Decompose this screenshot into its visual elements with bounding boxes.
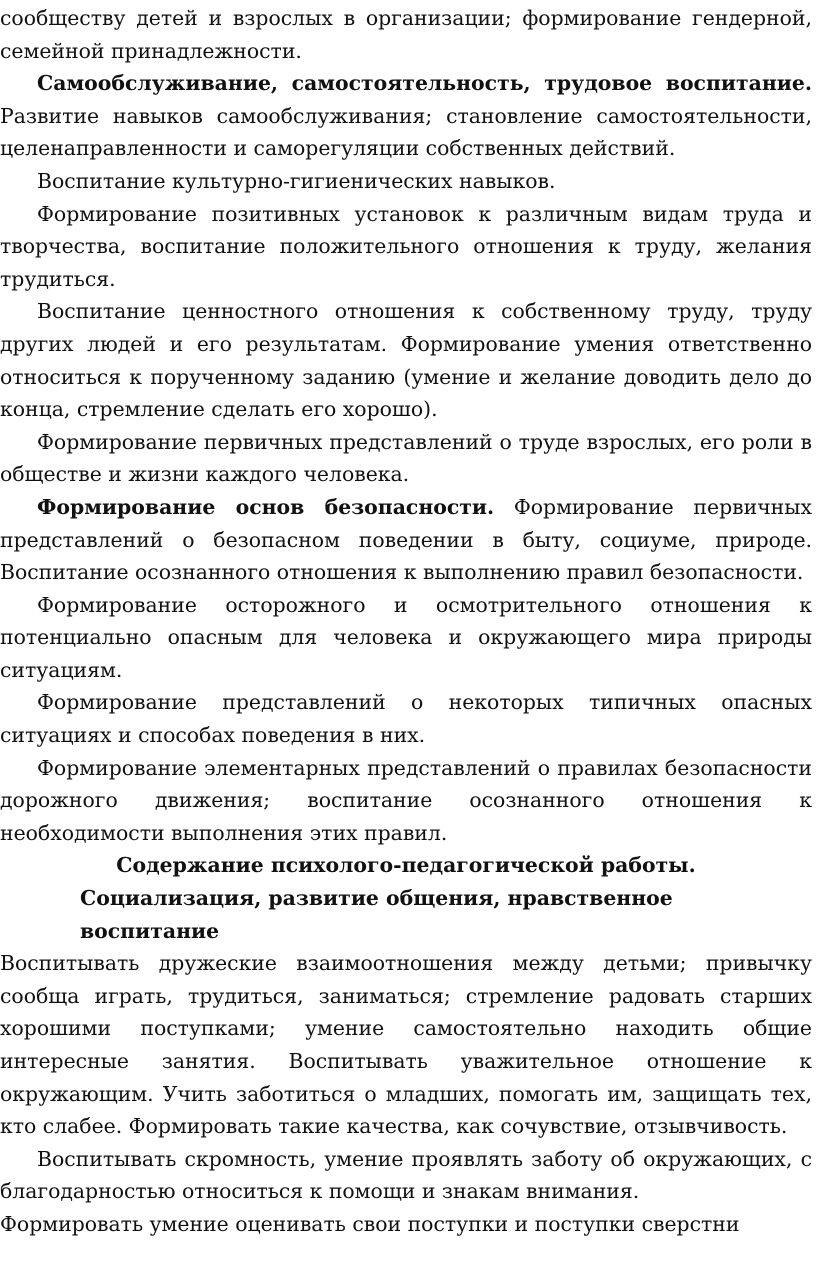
paragraph-gender: сообществу детей и взрослых в организации; формирование гендерной, семейной принадлежности. — [0, 6, 812, 63]
section-title-self-service: Самообслуживание, самостоятельность, трудовое воспитание. — [37, 71, 812, 96]
paragraph-safety — [0, 491, 812, 589]
paragraph-adult-labor: Формирование первичных представлений о труде взрослых, его роли в обществе и жизни каждого человека. — [0, 429, 812, 487]
paragraph-labor-value: Воспитание ценностного отношения к собственному труду, труду других людей и его результатам. Формирование умения ответственно относиться к порученному заданию (умение и желание доводить дело до конца, стремление сделать его хорошо). — [0, 299, 812, 422]
paragraph-modesty: Воспитывать скромность, умение проявлять заботу об окружающих, с благодарностью относиться к помощи и знакам внимания. — [0, 1146, 812, 1204]
section-title-safety: Формирование основ безопасности. — [37, 494, 495, 519]
paragraph-dangerous-situations: Формирование представлений о некоторых типичных опасных ситуациях и способах поведения в них. — [0, 690, 812, 748]
paragraph-self-service-text: Развитие навыков самообслуживания; становление самостоятельности, целенаправленности и саморегуляции собственных действий. — [0, 103, 812, 161]
heading-psych-ped-work: Содержание психолого-педагогической работы. — [116, 853, 696, 878]
paragraph-self-service — [0, 67, 812, 165]
paragraph-labor-attitude: Формирование позитивных установок к различным видам труда и творчества, воспитание положительного отношения к труду, желания трудиться. — [0, 201, 812, 291]
paragraph-road-safety: Формирование элементарных представлений о правилах безопасности дорожного движения; воспитание осознанного отношения к необходимости выполнения этих правил. — [0, 755, 812, 845]
heading-socialization: Социализация, развитие общения, нравственное воспитание — [80, 886, 673, 943]
paragraph-friendly-relations: Воспитывать дружеские взаимоотношения между детьми; привычку сообща играть, трудиться, заниматься; стремление радовать старших хорошими поступками; умение самостоятельно находить общие интересные занятия. Воспитывать уважительное отношение к окружающим. Учить заботиться о младших, помогать им, защищать тех, кто слабее. Формировать такие качества, как сочувствие, отзывчивость. — [0, 951, 812, 1139]
paragraph-hygiene: Воспитание культурно-гигиенических навыков. — [37, 168, 556, 193]
document-page — [0, 2, 812, 1241]
paragraph-self-assessment: Формировать умение оценивать свои поступки и поступки сверстни — [0, 1211, 740, 1236]
paragraph-safety-text: Формирование первичных представлений о безопасном поведении в быту, социуме, природе. Воспитание осознанного отношения к выполнению правил безопасности. — [0, 494, 812, 585]
paragraph-caution: Формирование осторожного и осмотрительного отношения к потенциально опасным для человека и окружающего мира природы ситуациям. — [0, 592, 812, 682]
